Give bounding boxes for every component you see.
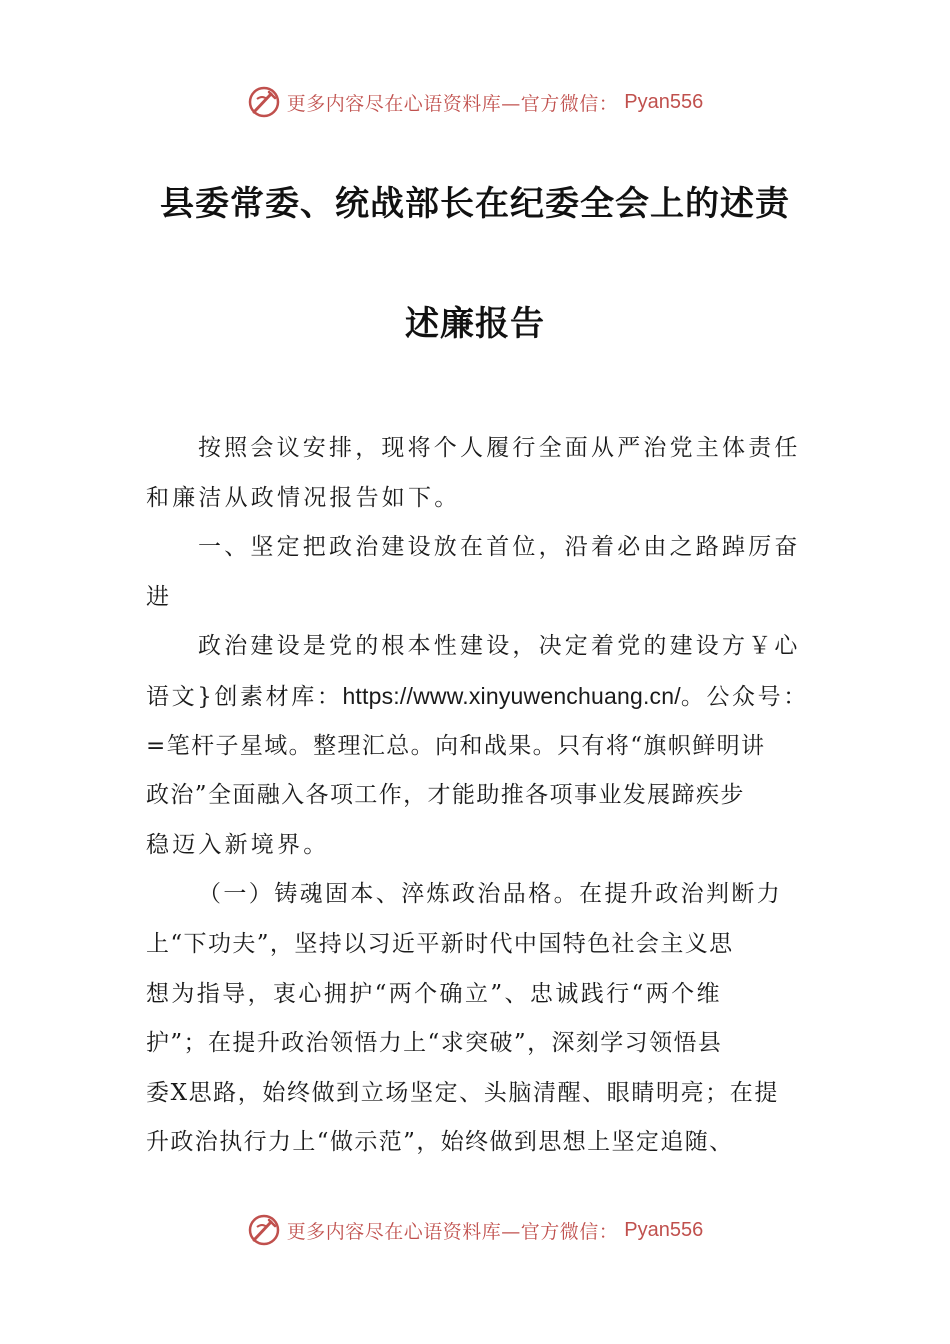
text-line: 一、坚定把政治建设放在首位，沿着必由之路踔厉奋 [198,534,801,561]
text-line: 上“下功夫”，坚持以习近平新时代中国特色社会主义思 [146,930,734,957]
document-body [146,424,809,1168]
text-line: （一）铸魂固本、淬炼政治品格。在提升政治判断力 [198,881,783,908]
text-line: 升政治执行力上“做示范”，始终做到思想上坚定追随、 [146,1129,734,1156]
text-line: 想为指导，衷心拥护“两个确立”、忠诚践行“两个维 [146,980,722,1007]
text-line: =笔杆子星域。整理汇总。向和战果。只有将“旗帜鲜明讲 [146,732,766,759]
text-line: 政治建设是党的根本性建设，决定着党的建设方￥心 [198,633,801,660]
text-line: 进 [146,583,173,610]
watermark-wechat-id: Pyan556 [624,1218,704,1241]
text-line-with-url [146,672,809,722]
source-url-link[interactable]: https://www.xinyuwenchuang.cn/ [342,682,681,709]
text-line: 护”；在提升政治领悟力上“求突破”，深刻学习领悟县 [146,1030,723,1057]
text-line: 和廉洁从政情况报告如下。 [146,484,461,511]
watermark-wechat-id: Pyan556 [624,90,704,113]
document-title-line-2: 述廉报告 [405,304,545,344]
footer-watermark [0,1212,950,1248]
pen-seal-icon [247,1213,281,1247]
text-line: 委X思路，始终做到立场坚定、头脑清醒、眼睛明亮；在提 [146,1079,779,1106]
text-segment: 。公众号： [680,683,809,710]
document-title-line-1: 县委常委、统战部长在纪委全会上的述责 [160,184,790,224]
watermark-text: 更多内容尽在心语资料库—官方微信： [286,92,619,115]
text-segment: 语文}创素材库： [146,683,343,710]
pen-seal-icon [247,85,281,119]
text-line: 按照会议安排，现将个人履行全面从严治党主体责任 [198,435,801,461]
header-watermark [0,84,950,120]
text-line: 稳迈入新境界。 [146,831,330,858]
watermark-text: 更多内容尽在心语资料库—官方微信： [286,1220,619,1243]
text-line: 政治”全面融入各项工作，才能助推各项事业发展蹄疾步 [146,782,745,809]
